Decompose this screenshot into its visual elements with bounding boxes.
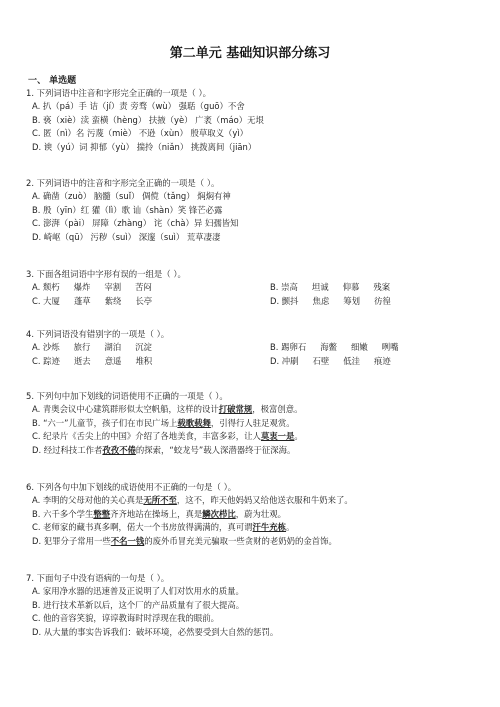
- question-stem: 6. 下列各句中加下划线的成语使用不正确的一句是（ ）。: [26, 482, 237, 492]
- underlined-term: 不名一钱: [110, 535, 145, 546]
- question-2: [26, 177, 486, 244]
- option-word: 痕迹: [374, 355, 391, 366]
- option-c: [26, 355, 264, 368]
- option-word: C. 大厦: [32, 295, 60, 306]
- option-a: A. 确凿（zuò） 脑髓（suǐ） 倜傥（tǎng） 焖焖有神: [32, 191, 231, 202]
- option-word: 意遥: [104, 355, 122, 366]
- option-d: D. 从大量的事实告诉我们：破坏环境，必然要受到大自然的惩罚。: [32, 626, 279, 637]
- underlined-term: 莫衷一是: [260, 431, 295, 442]
- option-a: [26, 281, 264, 294]
- question-6: [26, 481, 486, 548]
- option-b: B. 亵（xiè）渎 蛮横（hèng） 扶掖（yè） 广袤（máo）无垠: [32, 114, 264, 125]
- option-d: [26, 444, 486, 457]
- option-word: 坦诚: [311, 282, 329, 293]
- option-word: 堆积: [135, 355, 153, 366]
- option-word: B. 崇高: [270, 282, 298, 293]
- option-text: C. 老师家的藏书真多啊，偌大一个书房放得满满的，真可谓: [32, 522, 253, 533]
- option-c: [26, 430, 486, 443]
- option-b: [264, 281, 404, 294]
- option-text: D. 犯罪分子常用一些: [32, 535, 111, 546]
- question-stem: 4. 下列词语没有错别字的一项是（ ）。: [26, 329, 170, 339]
- option-c: C. 他的音容笑貌，谆谆教诲时时浮现在我的眼前。: [32, 613, 220, 624]
- question-5: [26, 390, 486, 457]
- underlined-term: 无所不至: [143, 495, 177, 506]
- option-word: D. 颤抖: [270, 295, 299, 306]
- option-word: 蓬草: [73, 295, 91, 306]
- option-b: B. 进行技术革新以后，这个厂的产品质量有了很大提高。: [32, 599, 245, 610]
- option-d: [26, 535, 486, 548]
- option-word: 宰割: [104, 282, 122, 293]
- option-word: 长亭: [135, 295, 153, 306]
- option-text: ，引得行人驻足观赏。: [210, 417, 295, 428]
- option-row-1: [26, 281, 486, 294]
- option-text: 齐齐地站在操场上，真是: [110, 508, 203, 519]
- option-word: 湖泊: [104, 342, 122, 353]
- option-word: 海鳖: [320, 342, 337, 353]
- question-stem: 1. 下列词语中注音和字形完全正确的一项是（ ）。: [26, 88, 211, 98]
- option-a: [26, 403, 486, 416]
- option-text: B. “六一”儿童节，孩子们在市民广场上: [32, 417, 178, 428]
- question-7: [26, 572, 486, 639]
- option-row-1: [26, 341, 486, 354]
- option-text: ，这不，昨天他妈妈又给他送衣服和牛奶来了。: [176, 495, 353, 506]
- question-stem: 7. 下面句子中没有语病的一句是（ ）。: [26, 573, 170, 583]
- underlined-term: 孜孜不倦: [102, 444, 136, 455]
- option-word: 仰慕: [342, 282, 360, 293]
- option-word: 焦虑: [312, 295, 330, 306]
- underlined-term: 汗牛充栋: [252, 522, 287, 533]
- option-b: [264, 341, 412, 354]
- option-text: B. 六千多个学生: [32, 508, 94, 519]
- option-b: [26, 508, 486, 521]
- option-a: A. 家用净水器的迅速普及正说明了人们对饮用水的质量。: [32, 586, 244, 597]
- option-word: 沉淀: [135, 342, 152, 353]
- option-b: B. 殷（yīn）红 獾（lì）歌 讪（shàn）笑 锋芒必露: [32, 204, 223, 215]
- option-word: 残案: [373, 282, 391, 293]
- option-word: 紫绕: [104, 295, 122, 306]
- option-row-2: [26, 355, 486, 368]
- option-word: C. 踪迹: [32, 355, 60, 366]
- option-word: B. 踢卵石: [270, 342, 307, 353]
- option-b: [26, 417, 486, 430]
- option-word: 爆炸: [73, 282, 91, 293]
- underlined-term: 整整: [93, 508, 111, 519]
- option-text: 。: [294, 431, 303, 442]
- option-row-2: [26, 295, 486, 308]
- option-word: 逝去: [73, 355, 91, 366]
- option-word: 细嫩: [350, 342, 368, 353]
- option-word: A. 沙烁: [32, 342, 60, 353]
- option-c: [26, 521, 486, 534]
- question-3: [26, 268, 486, 308]
- option-word: A. 颓朽: [32, 282, 60, 293]
- option-text: A. 李明的父母对他的关心真是: [32, 495, 144, 506]
- option-c: C. 匿（nì）名 污蔑（miè） 不逊（xùn） 殷草取义（yì）: [32, 128, 249, 139]
- underlined-term: 鳞次栉比: [202, 508, 236, 519]
- section-heading: 一、 单选题: [28, 76, 77, 86]
- underlined-term: 载歌载舞: [177, 417, 211, 428]
- option-word: 低洼: [343, 355, 361, 366]
- option-text: 的探索，“蛟龙号”载人深潜器终于征深海。: [135, 444, 296, 455]
- underlined-term: 打破常规: [218, 404, 253, 415]
- option-word: 石壁: [312, 355, 330, 366]
- option-text: ，蔚为壮观。: [235, 508, 286, 519]
- option-d: [264, 355, 405, 368]
- option-word: 旅行: [73, 342, 91, 353]
- question-1: [26, 87, 486, 154]
- option-text: D. 经过科技工作者: [32, 444, 103, 455]
- option-a: [26, 494, 486, 507]
- option-word: 彷徨: [374, 295, 391, 306]
- question-stem: 5. 下列句中加下划线的词语使用不正确的一项是（ ）。: [26, 391, 228, 401]
- option-text: A. 青奥会议中心建筑群形似太空帆船，这样的设计: [32, 404, 219, 415]
- option-d: D. 谀（yú）词 抑郁（yù） 揣拎（niǎn） 挑拨离间（jiān）: [32, 141, 257, 152]
- option-c: [26, 295, 264, 308]
- option-word: 苦闷: [135, 282, 152, 293]
- option-text: 。: [286, 522, 295, 533]
- option-text: 的废外币冒充美元骗取一些贪财的老奶奶的金首饰。: [144, 535, 337, 546]
- question-stem: 2. 下列词语中的注音和字形完全正确的一项是（ ）。: [26, 178, 220, 188]
- option-text: C. 纪录片《舌尖上的中国》介绍了各地美食，丰富多彩，让人: [32, 431, 261, 442]
- page-title: 第二单元 基础知识部分练习: [169, 46, 331, 61]
- option-c: C. 澎湃（pài） 屏障（zhàng） 诧（chà）异 妇孺皆知: [32, 218, 239, 229]
- option-d: D. 崎岖（qū） 污秽（suì） 深邃（suì） 荒草凄凄: [32, 231, 221, 242]
- option-a: [26, 341, 264, 354]
- option-a: A. 扒（pá）手 诘（jí）责 旁骛（wù） 强聒（guō）不舍: [32, 101, 245, 112]
- question-stem: 3. 下面各组词语中字形有误的一组是（ ）。: [26, 269, 186, 279]
- option-word: 咧嘴: [381, 342, 399, 353]
- option-d: [264, 295, 405, 308]
- option-word: 筹划: [343, 295, 361, 306]
- option-word: D. 冲刷: [270, 355, 299, 366]
- question-4: [26, 328, 486, 368]
- option-text: ，极富创意。: [252, 404, 303, 415]
